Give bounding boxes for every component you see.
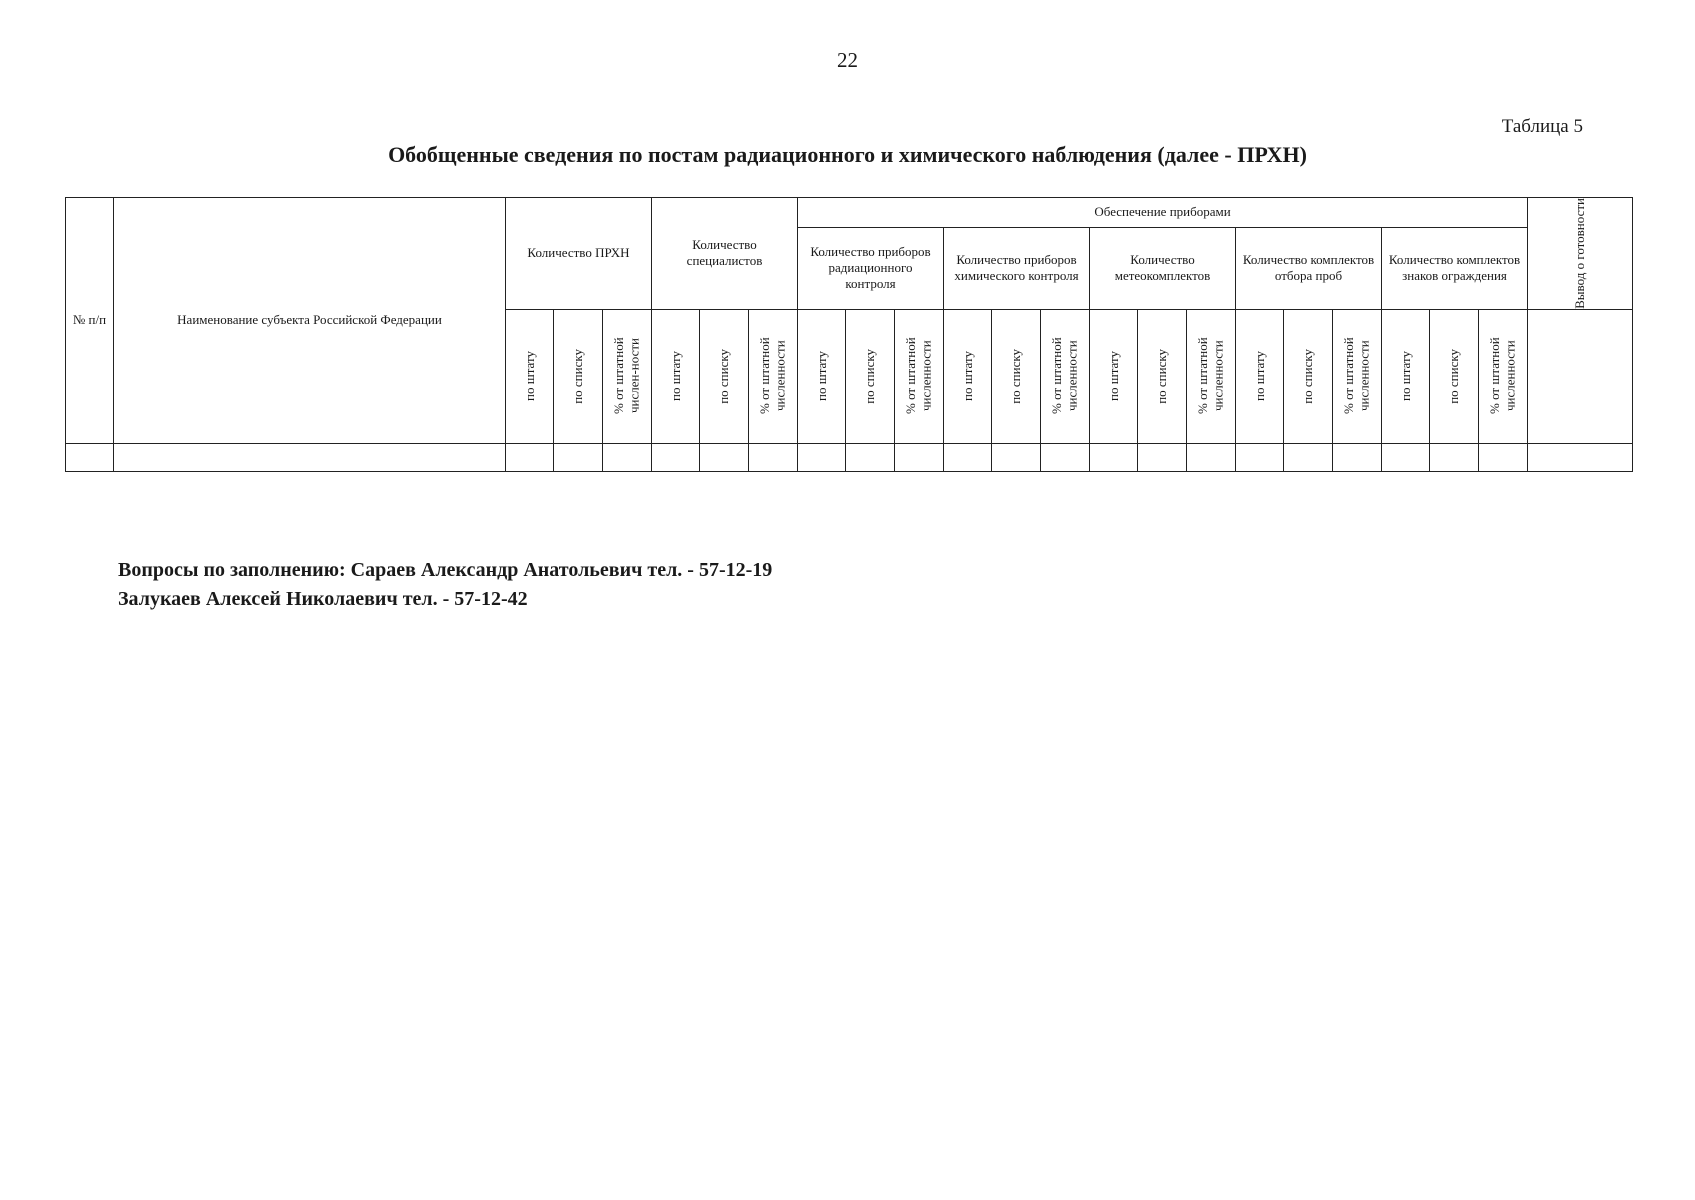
leaf-sampling-by-list: по списку <box>1284 309 1333 443</box>
table-cell[interactable] <box>700 443 749 471</box>
leaf-chem-by-staff: по штату <box>944 309 992 443</box>
leaf-fencing-by-list: по списку <box>1430 309 1479 443</box>
prxn-summary-table <box>65 197 1633 472</box>
table-cell[interactable] <box>1528 443 1633 471</box>
leaf-rad-pct: % от штатной численности <box>895 309 944 443</box>
table-cell[interactable] <box>652 443 700 471</box>
table-cell[interactable] <box>895 443 944 471</box>
leaf-spec-pct: % от штатной численности <box>749 309 798 443</box>
table-cell[interactable] <box>992 443 1041 471</box>
table-cell[interactable] <box>114 443 506 471</box>
header-subject-name: Наименование субъекта Российской Федерации <box>114 198 506 444</box>
leaf-chem-pct: % от штатной численности <box>1041 309 1090 443</box>
document-title: Обобщенные сведения по постам радиационного и химического наблюдения (далее - ПРХН) <box>388 142 1307 167</box>
table-cell[interactable] <box>1284 443 1333 471</box>
table-cell[interactable] <box>1430 443 1479 471</box>
table-cell[interactable] <box>1041 443 1090 471</box>
table-cell[interactable] <box>1382 443 1430 471</box>
leaf-readiness-empty <box>1528 309 1633 443</box>
leaf-prxn-pct: % от штатной числен-ности <box>603 309 652 443</box>
header-radiation-devices: Количество приборов радиационного контроля <box>798 227 944 309</box>
header-prxn-count: Количество ПРХН <box>506 198 652 310</box>
table-cell[interactable] <box>1236 443 1284 471</box>
leaf-meteo-pct: % от штатной численности <box>1187 309 1236 443</box>
header-readiness: Вывод о готовности <box>1528 198 1633 310</box>
table-cell[interactable] <box>554 443 603 471</box>
leaf-fencing-pct: % от штатной численности <box>1479 309 1528 443</box>
header-number: № п/п <box>66 198 114 444</box>
header-equipment-supply: Обеспечение приборами <box>798 198 1528 228</box>
leaf-prxn-by-list: по списку <box>554 309 603 443</box>
contact-line-2: Залукаев Алексей Николаевич тел. - 57-12-42 <box>118 588 528 610</box>
leaf-spec-by-list: по списку <box>700 309 749 443</box>
table-cell[interactable] <box>1138 443 1187 471</box>
table-cell[interactable] <box>944 443 992 471</box>
table-cell[interactable] <box>603 443 652 471</box>
contact-line-1: Вопросы по заполнению: Сараев Александр Анатольевич тел. - 57-12-19 <box>118 559 773 581</box>
table-row <box>66 443 1633 471</box>
table-cell[interactable] <box>798 443 846 471</box>
leaf-rad-by-list: по списку <box>846 309 895 443</box>
leaf-meteo-by-staff: по штату <box>1090 309 1138 443</box>
leaf-chem-by-list: по списку <box>992 309 1041 443</box>
table-cell[interactable] <box>506 443 554 471</box>
table-cell[interactable] <box>1479 443 1528 471</box>
table-cell[interactable] <box>66 443 114 471</box>
leaf-sampling-by-staff: по штату <box>1236 309 1284 443</box>
header-sampling-kits: Количество комплектов отбора проб <box>1236 227 1382 309</box>
contact-info <box>118 556 772 614</box>
leaf-meteo-by-list: по списку <box>1138 309 1187 443</box>
leaf-prxn-by-staff: по штату <box>506 309 554 443</box>
table-cell[interactable] <box>749 443 798 471</box>
leaf-spec-by-staff: по штату <box>652 309 700 443</box>
table-cell[interactable] <box>1090 443 1138 471</box>
leaf-fencing-by-staff: по штату <box>1382 309 1430 443</box>
page-number: 22 <box>837 48 858 72</box>
table-cell[interactable] <box>846 443 895 471</box>
header-fencing-kits: Количество комплектов знаков ограждения <box>1382 227 1528 309</box>
header-meteo-kits: Количество метеокомплектов <box>1090 227 1236 309</box>
header-chemical-devices: Количество приборов химического контроля <box>944 227 1090 309</box>
table-cell[interactable] <box>1333 443 1382 471</box>
table-label: Таблица 5 <box>1501 116 1583 137</box>
leaf-sampling-pct: % от штатной численности <box>1333 309 1382 443</box>
leaf-rad-by-staff: по штату <box>798 309 846 443</box>
header-specialists-count: Количество специалистов <box>652 198 798 310</box>
table-cell[interactable] <box>1187 443 1236 471</box>
